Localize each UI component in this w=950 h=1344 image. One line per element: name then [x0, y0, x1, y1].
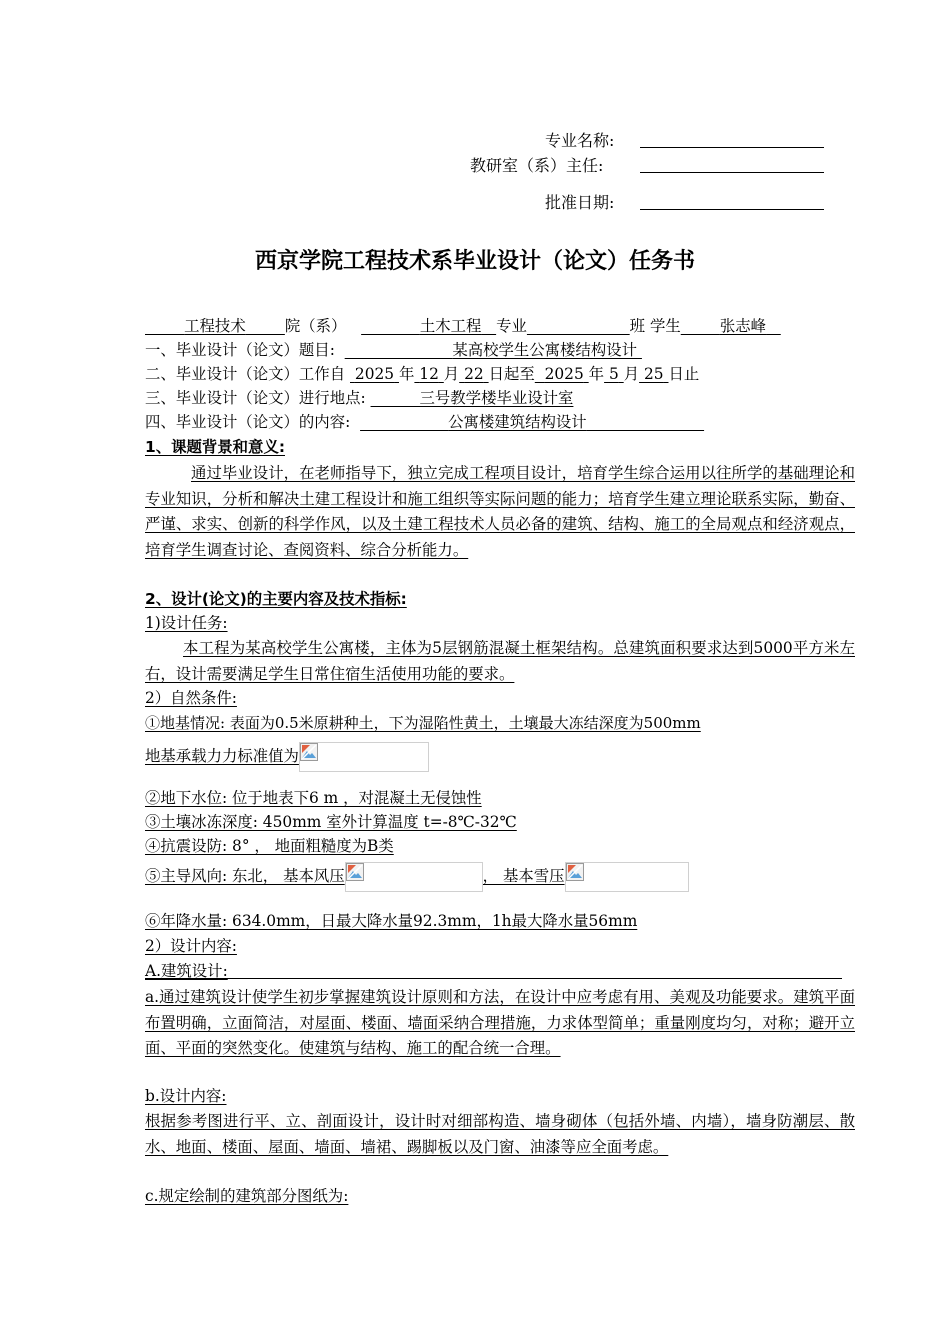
major-label: 专业: [496, 317, 527, 335]
director-label: 教研室（系）主任:: [470, 156, 604, 175]
major-name-label: 专业名称:: [545, 131, 615, 150]
info-line-place: [145, 386, 573, 410]
wind-pressure-image: [345, 862, 483, 892]
broken-image-icon: [300, 743, 318, 761]
arch-c-heading: c.规定绘制的建筑部分图纸为:: [145, 1187, 349, 1205]
info-line-dates: 二、毕业设计（论文）工作自 2025 年 12 月 22 日起至 2025 年 5 月 25 日止: [145, 365, 700, 383]
condition-foundation: ①地基情况: 表面为0.5米原耕种土，下为湿陷性黄土，土壤最大冻结深度为500mm: [145, 714, 701, 732]
condition-frost: ③土壤冰冻深度: 450mm 室外计算温度 t=-8℃-32℃: [145, 813, 517, 831]
work-period-label: 二、毕业设计（论文）工作自: [145, 365, 346, 383]
class-value: [527, 317, 630, 335]
start-month: 12: [419, 365, 439, 383]
major-name-field[interactable]: [640, 147, 824, 148]
content-label: 四、毕业设计（论文）的内容:: [145, 413, 351, 431]
task-heading: 1)设计任务:: [145, 614, 228, 632]
info-line-student: [145, 314, 781, 338]
end-month: 5: [608, 365, 619, 383]
info-line-topic: [145, 338, 642, 362]
college-label: 院（系）: [284, 317, 347, 335]
snow-pressure-image: [565, 862, 689, 892]
section-1-heading: 1、课题背景和意义:: [145, 438, 285, 456]
arch-paragraph-a: a.通过建筑设计使学生初步掌握建筑设计原则和方法，在设计中应考虑有用、美观及功能要求。建筑平面布置明确，立面简洁，对屋面、楼面、墙面采纳合理措施，力求体型简单；重量刚度均匀，对称；避开立面、平面的突然变化。使建筑与结构、施工的配合统一合理。: [145, 988, 855, 1058]
document-title: 西京学院工程技术系毕业设计（论文）任务书: [254, 249, 695, 274]
major-value: 土木工程: [419, 317, 482, 335]
arch-b-heading: b.设计内容:: [145, 1087, 227, 1105]
class-label: 班 学生: [629, 317, 681, 335]
arch-paragraph-b: 根据参考图进行平、立、剖面设计，设计时对细部构造、墙身砌体（包括外墙、内墙），墙身防潮层、散水、地面、楼面、屋面、墙面、墙裙、踢脚板以及门窗、油漆等应全面考虑。: [145, 1112, 855, 1156]
bearing-label: 地基承载力力标准值为: [145, 747, 299, 765]
arch-heading-line: [145, 959, 228, 983]
condition-bearing-line: [145, 742, 429, 772]
topic-label: 一、毕业设计（论文）题目:: [145, 341, 335, 359]
section-2-heading: 2、设计(论文)的主要内容及技术指标:: [145, 590, 407, 608]
approval-date-field[interactable]: [640, 209, 824, 210]
arch-heading-underline: [145, 978, 842, 979]
condition-rainfall: ⑥年降水量: 634.0mm，日最大降水量92.3mm，1h最大降水量56mm: [145, 912, 638, 930]
end-day: 25: [644, 365, 664, 383]
student-value: 张志峰: [719, 317, 767, 335]
end-year: 2025: [544, 365, 584, 383]
broken-image-icon: [346, 863, 364, 881]
place-value: 三号教学楼毕业设计室: [419, 389, 574, 407]
approval-date-label: 批准日期:: [545, 193, 615, 212]
start-day: 22: [464, 365, 484, 383]
director-field[interactable]: [640, 172, 824, 173]
bearing-formula-image: [299, 742, 429, 772]
task-paragraph: 本工程为某高校学生公寓楼，主体为5层钢筋混凝土框架结构。总建筑面积要求达到5000平方米左右，设计需要满足学生日常住宿生活使用功能的要求。: [145, 639, 855, 683]
college-value: 工程技术: [184, 317, 246, 335]
condition-seismic: ④抗震设防: 8° ， 地面粗糙度为B类: [145, 837, 394, 855]
snow-label: ， 基本雪压: [482, 867, 565, 885]
topic-value: 某高校学生公寓楼结构设计: [452, 341, 638, 359]
broken-image-icon: [566, 863, 584, 881]
info-line-content: [145, 410, 704, 434]
nature-heading: 2）自然条件:: [145, 689, 237, 707]
place-label: 三、毕业设计（论文）进行地点:: [145, 389, 366, 407]
condition-wind-snow: [145, 862, 689, 892]
design-content-heading: 2）设计内容:: [145, 937, 237, 955]
condition-groundwater: ②地下水位: 位于地表下6 m ，对混凝土无侵蚀性: [145, 789, 482, 807]
arch-heading: A.建筑设计:: [145, 962, 228, 980]
section-1-paragraph: 通过毕业设计，在老师指导下，独立完成工程项目设计，培育学生综合运用以往所学的基础理论和专业知识，分析和解决土建工程设计和施工组织等实际问题的能力；培育学生建立理论联系实际，勤奋、严谨、求实、创新的科学作风，以及土建工程技术人员必备的建筑、结构、施工的全局观点和经济观点，培育学生调查讨论、查阅资料、综合分析能力。: [145, 464, 855, 559]
wind-label: ⑤主导风向: 东北， 基本风压: [145, 867, 345, 885]
content-value: 公寓楼建筑结构设计: [448, 413, 587, 431]
start-year: 2025: [354, 365, 395, 383]
